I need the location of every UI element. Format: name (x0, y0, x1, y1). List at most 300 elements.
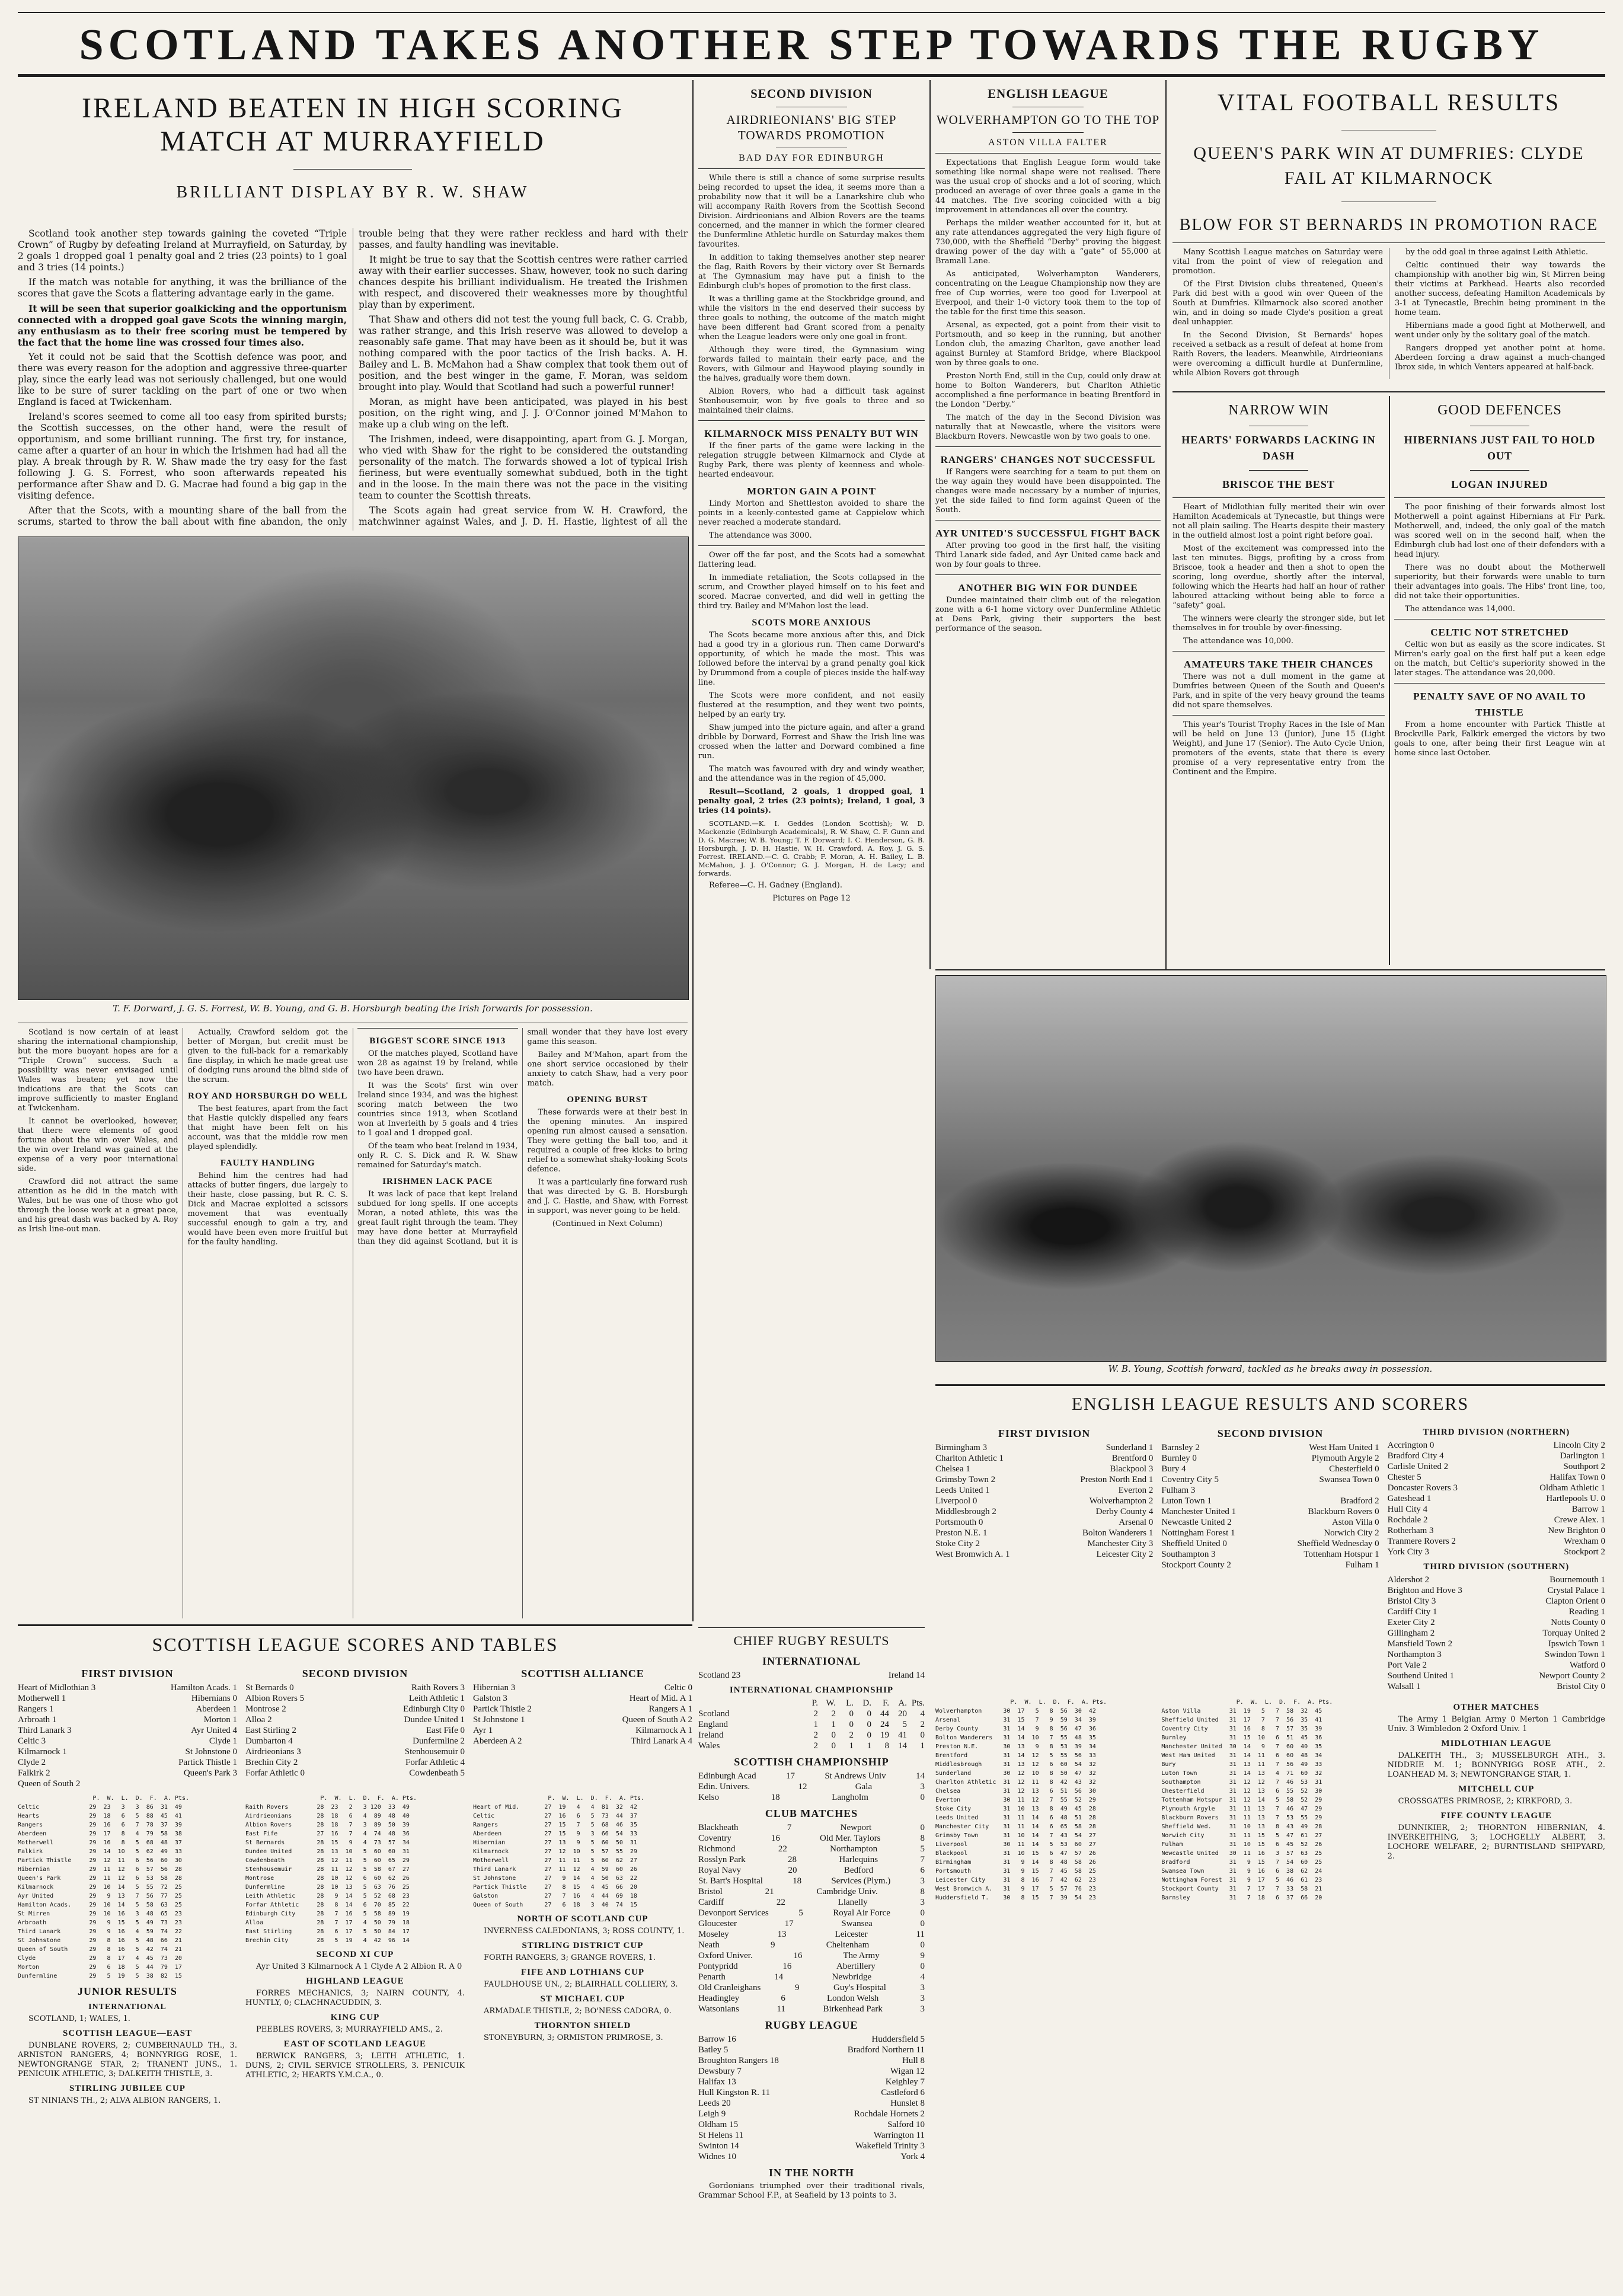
result-row (935, 1517, 1153, 1528)
away-side: Dundee United 1 (404, 1715, 465, 1725)
result-row (1388, 1547, 1605, 1557)
home-side: Dewsbury 7 (698, 2067, 742, 2076)
cont-para: Ower off the far post, and the Scots had a somewhat flattering lead. (698, 551, 925, 569)
dundee-text: Dundee maintained their climb out of the relegation zone with a 6-1 home victory over Dunfermline Athletic at Dens Park, giving their supporters the best performance of the season. (935, 596, 1161, 633)
other-matches-text: The Army 1 Belgian Army 0 Merton 1 Cambridge Univ. 3 Wimbledon 2 Oxford Univ. 1 (1387, 1715, 1605, 1733)
championship-value: 41 (898, 1730, 907, 1740)
celtic-text: Celtic won but as easily as the score indicates. St Mirren's early goal on the first half put a keen edge on the match, but Celtic's superiority showed in the later stages. The attendance was 20,000. (1394, 640, 1605, 678)
home-side: Exeter City 2 (1387, 1618, 1435, 1627)
first-div-results (18, 1682, 237, 1789)
result-rs: 0 (920, 1940, 925, 1950)
home-side: Southampton 3 (1161, 1550, 1216, 1559)
table-row: Middlesbrough 31 13 12 6 60 54 32 (935, 1761, 1096, 1768)
second-div-results (245, 1682, 465, 1778)
result-row (473, 1693, 692, 1704)
english-para: As anticipated, Wolverhampton Wanderers, concentrating on the League Championship now they are free of Cup worries, were too good for Liverpool at Everpool, and their 1-0 victory took them to the top of the table for the first time this season. (935, 270, 1161, 317)
away-side: Bradford 2 (1340, 1496, 1379, 1506)
home-side: Heart of Midlothian 3 (18, 1683, 96, 1693)
team-name: Ireland (698, 1730, 724, 1740)
result-right: Harlequins (839, 1855, 878, 1864)
championship-col: Pts. (911, 1698, 925, 1708)
result-rs: 0 (920, 1908, 925, 1918)
midlothian-head: MIDLOTHIAN LEAGUE (1441, 1739, 1552, 1748)
third-south-head: THIRD DIVISION (SOUTHERN) (1423, 1562, 1570, 1572)
result-rs: 3 (920, 2004, 925, 2014)
young-photo-caption: W. B. Young, Scottish forward, tackled as he breaks away in possession. (1108, 1363, 1433, 1374)
team-name: England (698, 1720, 728, 1729)
result-row (698, 2141, 925, 2151)
rugby-photo-caption: T. F. Dorward, J. G. S. Forrest, W. B. Young, and G. B. Horsburgh beating the Irish forwards for possession. (113, 1003, 593, 1014)
result-row (935, 1474, 1153, 1485)
morton-text: Lindy Morton and Shettleston avoided to share the points in a keenly-contested game at Cappielow which never reached a moderate standard. (698, 499, 925, 527)
table-row: Falkirk 29 14 10 5 62 49 33 (18, 1848, 182, 1855)
championship-header-row (698, 1698, 925, 1709)
result-row (698, 1781, 925, 1792)
junior-sub: INTERNATIONAL (88, 2003, 167, 2011)
result-left: Moseley (698, 1930, 729, 1939)
lead-para: If the match was notable for anything, it was the brilliance of the scores that gave the Scots a flattering advantage early in the game. (18, 277, 347, 299)
result-row (245, 1746, 465, 1757)
result-right: Newbridge (832, 1972, 872, 1982)
lead-para: That Shaw and others did not test the young full back, C. G. Crabb, was rather strange, and this Irish reserve was allowed to develop a reasonably safe game. That may have been as it should be, but it was nothing compared with the poor tactics of the Irish backs. A. H. Bailey and L. B. McMahon had a Shaw complex that took them out of position, and the best winger in the game, F. Moran, was seldom brought into play. Would that Scotland had such a powerful runner! (359, 314, 688, 392)
result-row (18, 1736, 237, 1746)
away-side: Reading 1 (1568, 1607, 1605, 1617)
home-side: Portsmouth 0 (935, 1518, 983, 1527)
away-side: Warrington 11 (873, 2131, 925, 2140)
table-row: Aberdeen 29 17 8 4 79 58 38 (18, 1831, 182, 1837)
north-cup-head: NORTH OF SCOTLAND CUP (517, 1914, 648, 1924)
second-para: While there is still a chance of some surprise results being recorded to upset the idea, it seems more than a probability now that it will be a Lanarkshire club who will accompany Raith Rovers from the Scottish Second Division. Airdrieonians and Albion Rovers are the teams concerned, and the manner in which the former cleared the Dunfermline Athletic hurdle on Saturday makes them favourites. (698, 174, 925, 249)
result-row (935, 1453, 1153, 1464)
table-row: Hamilton Acads. 29 10 14 5 58 63 25 (18, 1902, 182, 1908)
table-row: Blackpool 31 10 15 6 47 57 26 (935, 1850, 1096, 1857)
result-row (935, 1442, 1153, 1453)
away-side: Hunslet 8 (890, 2099, 925, 2108)
championship-table (698, 1698, 925, 1751)
thornton-head: THORNTON SHIELD (534, 2021, 631, 2030)
table-row: West Bromwich A. 31 9 17 5 57 76 23 (935, 1886, 1096, 1892)
team-name: Wales (698, 1741, 720, 1751)
away-side: Wakefield Trinity 3 (855, 2141, 925, 2151)
lead-para: It was lack of pace that kept Ireland subdued for long spells. If one accepts Moran, a noted athlete, this was the great fault right through the team. They may have done better at Murrayfield than they did against Scotland, but it is small wonder that they have lost every game this season. (357, 1028, 688, 1246)
irish-lack-pace-subhead: IRISHMEN LACK PACE (382, 1177, 493, 1186)
result-rs: 3 (920, 1782, 925, 1792)
lead-headline: IRELAND BEATEN IN HIGH SCORING MATCH AT MURRAYFIELD (82, 92, 624, 157)
result-row (18, 1693, 237, 1704)
championship-value: 0 (849, 1709, 854, 1719)
table-row: Motherwell 29 16 8 5 68 48 37 (18, 1840, 182, 1846)
table-row: Sunderland 30 12 10 8 50 47 32 (935, 1770, 1096, 1777)
team-name: Scotland (698, 1709, 730, 1719)
championship-col: P. (812, 1698, 818, 1708)
home-side: Third Lanark 3 (18, 1726, 72, 1735)
away-side: Crewe Alex. 1 (1554, 1515, 1605, 1525)
table-row: Preston N.E. 30 13 9 8 53 39 34 (935, 1743, 1096, 1750)
lead-para: Crawford did not attract the same attention as he did in the match with Wales, but he was one of those who got through the loose work at a great pace, and his great dash was backed by A. Roy as Irish line-out man. (18, 1177, 178, 1234)
championship-value: 1 (813, 1720, 818, 1729)
logan-head: LOGAN INJURED (1451, 478, 1548, 490)
table-row: Charlton Athletic 31 12 11 8 42 43 32 (935, 1779, 1096, 1786)
lead-subhead: BRILLIANT DISPLAY BY R. W. SHAW (176, 183, 529, 202)
table-row: Chesterfield 31 12 13 6 55 52 30 (1161, 1788, 1322, 1794)
home-side: Aberdeen A 2 (473, 1736, 522, 1746)
table-row: Hibernian 27 13 9 5 60 50 31 (473, 1840, 637, 1846)
table-row: Bradford 31 9 15 7 54 60 25 (1161, 1859, 1322, 1866)
result-row (698, 1792, 925, 1803)
referee-note: Referee—C. H. Gadney (England). (709, 881, 842, 890)
home-side: East Stirling 2 (245, 1726, 296, 1735)
vital-para: Of the First Division clubs threatened, Queen's Park did best with a good win over Queen of the South at Dumfries. Kilmarnock also scored another win, and in doing so made Clyde's position a great deal unhappier. (1172, 280, 1383, 327)
eng-first-results (935, 1442, 1153, 1560)
away-side: Clapton Orient 0 (1545, 1596, 1605, 1606)
away-side: Newport County 2 (1539, 1671, 1605, 1681)
result-row (1388, 1493, 1605, 1504)
eng-first-table-cols: P. W. L. D. F. A. Pts. (935, 1699, 1107, 1706)
result-row (1388, 1681, 1605, 1692)
kilmarnock-text: If the finer parts of the game were lacking in the relegation struggle between Kilmarnock and Clyde at Rugby Park, there was plenty of keenness and whole-hearted endeavour. (698, 442, 925, 479)
vital-para: by the odd goal in three against Leith Athletic. (1405, 248, 1589, 257)
table-row: Bolton Wanderers 31 14 10 7 55 48 35 (935, 1735, 1096, 1741)
result-row (245, 1693, 465, 1704)
table-row: Manchester United 30 14 9 7 60 40 35 (1161, 1743, 1322, 1750)
championship-col: W. (826, 1698, 836, 1708)
championship-value: 5 (902, 1720, 907, 1729)
home-side: Batley 5 (698, 2045, 729, 2055)
away-side: Blackburn Rovers 0 (1308, 1507, 1379, 1516)
away-side: Hibernians 0 (191, 1694, 237, 1703)
away-side: Leicester City 2 (1096, 1550, 1154, 1559)
result-ls: 7 (787, 1823, 792, 1832)
scottish-champ-head: SCOTTISH CHAMPIONSHIP (734, 1756, 889, 1768)
result-row (1388, 1585, 1605, 1596)
first-div-table (18, 1803, 237, 1981)
rangers-head: RANGERS' CHANGES NOT SUCCESSFUL (940, 454, 1156, 465)
away-side: Hartlepools U. 0 (1546, 1494, 1605, 1503)
table-row: Queen's Park 29 11 12 6 53 58 28 (18, 1875, 182, 1882)
away-side: Oldham Athletic 1 (1539, 1483, 1605, 1493)
hibs-para: The poor finishing of their forwards almost lost Motherwell a point against Hibernians at Fir Park. Motherwell, and, indeed, the only goal of the match was scored well on in the second half, when the Edinburgh club had lost one of their defenders with a head injury. (1394, 503, 1605, 559)
highland-head: HIGHLAND LEAGUE (306, 1976, 404, 1986)
table-row: Montrose 28 10 12 6 60 62 26 (245, 1875, 410, 1882)
result-row (1388, 1504, 1605, 1515)
championship-value: 1 (867, 1741, 871, 1751)
table-row: Derby County 31 14 9 8 56 47 36 (935, 1726, 1096, 1732)
result-row (1388, 1617, 1605, 1628)
east-sl-text: BERWICK RANGERS, 3; LEITH ATHLETIC, 1. DUNS, 2; CIVIL SERVICE STROLLERS, 3. PENICUIK ATHLETIC, 2; HEARTS Y.M.C.A., 0. (245, 2052, 465, 2080)
table-row: Chelsea 31 12 13 6 51 56 30 (935, 1788, 1096, 1794)
result-ls: 6 (781, 1994, 785, 2003)
result-left: Headingley (698, 1994, 740, 2003)
table-row: Partick Thistle 27 8 15 4 45 66 20 (473, 1884, 637, 1891)
eng-second-results (1161, 1442, 1379, 1570)
result-row (1388, 1461, 1605, 1472)
result-row (935, 1549, 1153, 1560)
away-side: Notts County 0 (1551, 1618, 1605, 1627)
table-row: Queen of South 27 6 18 3 40 74 15 (473, 1902, 637, 1908)
result-row (698, 1886, 925, 1897)
vital-para: Many Scottish League matches on Saturday were vital from the point of view of relegation and promotion. (1172, 248, 1383, 276)
result-row (1161, 1474, 1379, 1485)
celtic-head: CELTIC NOT STRETCHED (1430, 627, 1569, 638)
home-side: Rotherham 3 (1387, 1526, 1434, 1535)
away-side: Darlington 1 (1560, 1451, 1605, 1461)
table-row: Stoke City 31 10 13 8 49 45 28 (935, 1806, 1096, 1812)
table-row: Albion Rovers 28 18 7 3 89 50 39 (245, 1822, 410, 1828)
eng-first-table (935, 1707, 1153, 1902)
lead-story-body (18, 228, 688, 531)
english-para: The match of the day in the Second Division was naturally that at Newcastle, where the visitors were Blackburn Rovers. Newcastle won by two goals to one. (935, 413, 1161, 441)
result-right: Royal Air Force (833, 1908, 890, 1918)
away-side: Fulham 1 (1345, 1560, 1379, 1570)
table-row: Hearts 29 18 6 5 88 45 41 (18, 1813, 182, 1819)
home-side: Rangers 1 (18, 1704, 54, 1714)
result-row (698, 2066, 925, 2077)
english-tables (935, 1384, 1605, 2282)
result-row (1388, 1440, 1605, 1451)
away-side: Salford 10 (887, 2120, 925, 2129)
alliance-table (473, 1803, 692, 1909)
table-row: Dunfermline 28 10 13 5 63 76 25 (245, 1884, 410, 1891)
result-row (698, 1854, 925, 1865)
home-side: Barnsley 2 (1161, 1443, 1200, 1452)
home-side: Doncaster Rovers 3 (1387, 1483, 1458, 1493)
result-right: The Army (843, 1951, 880, 1960)
table-row: Queen of South 29 8 16 5 42 74 21 (18, 1946, 182, 1953)
home-side: Northampton 3 (1387, 1650, 1442, 1659)
result-left: Gloucester (698, 1919, 737, 1928)
away-side: Blackpool 3 (1110, 1464, 1154, 1474)
championship-row (698, 1719, 925, 1730)
thornton-text: STONEYBURN, 3; ORMISTON PRIMROSE, 3. (484, 2033, 663, 2042)
continued-note: (Continued in Next Column) (552, 1219, 663, 1228)
result-ls: 22 (776, 1898, 785, 1907)
home-side: West Bromwich A. 1 (935, 1550, 1010, 1559)
table-row: East Fife 27 16 7 4 74 48 36 (245, 1831, 410, 1837)
result-row (245, 1736, 465, 1746)
table-row: Dundee United 28 13 10 5 60 60 31 (245, 1848, 410, 1855)
championship-value: 4 (920, 1709, 925, 1719)
alliance-table-cols: P. W. L. D. F. A. Pts. (473, 1795, 644, 1802)
table-row: Brechin City 28 5 19 4 42 96 14 (245, 1937, 410, 1944)
home-side: Birmingham 3 (935, 1443, 988, 1452)
english-tables-title: ENGLISH LEAGUE RESULTS AND SCORERS (1071, 1394, 1469, 1414)
fife-lothians-head: FIFE AND LOTHIANS CUP (520, 1968, 645, 1977)
result-left: Rosslyn Park (698, 1855, 746, 1864)
masthead-strip (18, 0, 1605, 13)
championship-value: 0 (920, 1730, 925, 1740)
vital-para: In the Second Division, St Bernards' hopes received a setback as a result of defeat at home from Raith Rovers, the leaders. Meanwhile, Airdrieonians were overcoming a difficult hurdle at Dunfermline, while Albion Rovers got through (1172, 331, 1383, 378)
away-side: Southport 2 (1563, 1462, 1605, 1471)
away-side: Torquay United 2 (1542, 1628, 1605, 1638)
championship-value: 8 (884, 1741, 889, 1751)
table-row: Manchester City 31 11 14 6 65 58 28 (935, 1824, 1096, 1830)
home-side: Barrow 16 (698, 2035, 736, 2044)
away-side: Partick Thistle 1 (178, 1758, 237, 1767)
result-left: Devonport Services (698, 1908, 769, 1918)
table-row: Fulham 31 10 15 6 45 52 26 (1161, 1841, 1322, 1848)
away-side: Keighley 7 (885, 2077, 925, 2087)
result-rs: 4 (920, 1972, 925, 1982)
ayr-text: After proving too good in the first half, the visiting Third Lanark side faded, and Ayr United came back and won by four goals to three. (935, 541, 1161, 569)
result-right: Cambridge Univ. (816, 1887, 878, 1896)
result-row (698, 1993, 925, 2004)
result-right: Northampton (830, 1844, 878, 1854)
table-row: Birmingham 31 9 14 8 48 58 26 (935, 1859, 1096, 1866)
championship-row (698, 1730, 925, 1741)
result-row (698, 1908, 925, 1918)
home-side: Broughton Rangers 18 (698, 2056, 779, 2065)
table-row: Leicester City 31 8 16 7 42 62 23 (935, 1877, 1096, 1883)
championship-col: F. (883, 1698, 889, 1708)
amateurs-head: AMATEURS TAKE THEIR CHANCES (1184, 659, 1373, 670)
table-row: Blackburn Rovers 31 11 13 7 53 55 29 (1161, 1815, 1322, 1821)
away-side: Ayr United 4 (191, 1726, 237, 1735)
result-rs: 7 (920, 1855, 925, 1864)
home-side: St Helens 11 (698, 2131, 744, 2140)
result-right: Leicester (835, 1930, 868, 1939)
second-div-head: SECOND DIVISION (302, 1668, 408, 1679)
result-row (1388, 1472, 1605, 1483)
result-row (1388, 1649, 1605, 1660)
championship-value: 0 (867, 1720, 871, 1729)
table-row: Leeds United 31 11 14 6 48 51 28 (935, 1815, 1096, 1821)
attendance-note: The attendance was 3000. (709, 531, 812, 540)
home-side: Clyde 2 (18, 1758, 46, 1767)
club-results (698, 1822, 925, 2014)
table-row: Raith Rovers 28 23 2 3 120 33 49 (245, 1804, 410, 1810)
match-result: Result—Scotland, 2 goals, 1 dropped goal, 1 penalty goal, 2 tries (23 points); Ireland, 1 goal, 3 tries (14 points). (698, 787, 925, 815)
home-side: Stoke City 2 (935, 1539, 980, 1548)
lead-para: Yet it could not be said that the Scottish defence was poor, and there was every reason for the adoption and aggressive three-quarter play, since the early lead was not seriously challenged, but one would like to be sure of surer tackling on the part of one or two when England is faced at Twickenham. (18, 352, 347, 407)
result-row (18, 1714, 237, 1725)
result-row (698, 1950, 925, 1961)
result-row (245, 1725, 465, 1736)
first-table-cols: P. W. L. D. F. A. Pts. (18, 1795, 189, 1802)
result-left: Oxford Univer. (698, 1951, 753, 1960)
result-right: Guy's Hospital (833, 1983, 886, 1992)
away-side: Swindon Town 1 (1544, 1650, 1605, 1659)
home-side: Oldham 15 (698, 2120, 739, 2129)
away-side: Halifax Town 0 (1549, 1473, 1605, 1482)
table-row: Edinburgh City 28 7 16 5 58 89 19 (245, 1911, 410, 1917)
fife-lothians-text: FAULDHOUSE UN., 2; BLAIRHALL COLLIERY, 3. (484, 1980, 678, 1989)
home-side: Alloa 2 (245, 1715, 272, 1725)
airdrie-headline: AIRDRIEONIANS' BIG STEP TOWARDS PROMOTION (726, 113, 897, 142)
result-rs: 0 (920, 1823, 925, 1832)
table-row: Morton 29 6 18 5 44 79 17 (18, 1964, 182, 1971)
third-north-results (1388, 1440, 1605, 1557)
result-row (1388, 1451, 1605, 1461)
home-side: St Bernards 0 (245, 1683, 294, 1693)
result-row (698, 1918, 925, 1929)
english-para: Arsenal, as expected, got a point from their visit to Portsmouth, and so keep in the running, but another London club, the amazing Charlton, gave another lead against Burnley at Stamford Bridge, where Blackpool won by three goals to one. (935, 321, 1161, 368)
result-row (1388, 1671, 1605, 1681)
other-matches-head: OTHER MATCHES (1453, 1703, 1540, 1712)
home-side: St Johnstone 1 (473, 1715, 525, 1725)
scottish-tables-title: SCOTTISH LEAGUE SCORES AND TABLES (152, 1634, 558, 1655)
away-side: Brentford 0 (1111, 1454, 1154, 1463)
in-the-north-head: IN THE NORTH (768, 2167, 855, 2179)
result-right: Old Mer. Taylors (819, 1834, 881, 1843)
second-division-kicker: SECOND DIVISION (750, 87, 873, 101)
hibs-para: The attendance was 14,000. (1405, 605, 1515, 614)
hearts-para: Most of the excitement was compressed into the last ten minutes. Biggs, profiting by a cross from Briscoe, took a header and then a shot to open the scoring, long overdue, shortly after the interval, following which the Hearts had half an hour of rather laboured attacking without being able to force a “safety” goal. (1172, 544, 1385, 610)
table-row: St Johnstone 29 8 16 5 48 66 21 (18, 1937, 182, 1944)
team-lineups: SCOTLAND.—K. I. Geddes (London Scottish); W. D. Mackenzie (Edinburgh Academicals), R. W. Shaw, C. F. Gunn and D. G. Macrae; W. B. Young; T. F. Dorward; I. C. Henderson, G. B. Horsburgh, J. D. H. Hastie, W. H. Crawford, A. Roy, J. G. S. Forrest. IRELAND.—C. G. Crabb; F. Moran, A. H. Bailey, L. B. McMahon, J. J. O'Connor; G. J. Morgan, H. de Lacy; and forwards. (698, 819, 925, 877)
result-left: Pontypridd (698, 1962, 738, 1971)
table-row: Coventry City 31 16 8 7 57 35 39 (1161, 1726, 1322, 1732)
table-row: Huddersfield T. 30 8 15 7 39 54 23 (935, 1895, 1096, 1901)
table-row: Arsenal 31 15 7 9 59 34 39 (935, 1717, 1096, 1723)
result-row (1161, 1464, 1379, 1474)
away-side: Bournemouth 1 (1549, 1575, 1605, 1585)
home-side: Forfar Athletic 0 (245, 1768, 305, 1778)
championship-value: 1 (849, 1741, 854, 1751)
hibs-column (1394, 396, 1605, 965)
penalty-text: From a home encounter with Partick Thistle at Brockville Park, Falkirk emerged the victors by two goals to one, after being their first League win at home since last October. (1394, 720, 1605, 758)
result-ls: 17 (785, 1771, 795, 1781)
third-south-results (1388, 1575, 1605, 1692)
result-row (1161, 1506, 1379, 1517)
result-rs: 14 (916, 1771, 925, 1781)
away-side: Third Lanark A 4 (631, 1736, 692, 1746)
result-row (935, 1485, 1153, 1496)
table-row: Kilmarnock 29 10 14 5 55 72 25 (18, 1884, 182, 1891)
table-row: Clyde 29 8 17 4 45 73 20 (18, 1955, 182, 1962)
result-row (698, 2034, 925, 2045)
result-right: London Welsh (827, 1994, 879, 2003)
east-sl-head: EAST OF SCOTLAND LEAGUE (283, 2039, 427, 2049)
result-row (698, 1865, 925, 1876)
result-ls: 5 (798, 1908, 803, 1918)
result-left: Coventry (698, 1834, 731, 1843)
result-row (1388, 1596, 1605, 1607)
result-row (1161, 1560, 1379, 1570)
home-side: Preston N.E. 1 (935, 1528, 988, 1538)
lead-para: Of the team who beat Ireland in 1934, only R. C. S. Dick and R. W. Shaw remained for Saturday's match. (357, 1142, 518, 1170)
home-side: Chelsea 1 (935, 1464, 970, 1474)
result-row (698, 1929, 925, 1940)
result-right: St Andrews Univ (825, 1771, 886, 1781)
second-para: Albion Rovers, who had a difficult task against Stenhousemuir, won by five goals to three and so maintained their claims. (698, 387, 925, 415)
home-side: Carlisle United 2 (1387, 1462, 1449, 1471)
english-league-column (935, 80, 1161, 969)
result-rs: 0 (920, 1962, 925, 1971)
stirling-jubilee-head: STIRLING JUBILEE CUP (69, 2084, 186, 2093)
in-the-north-text: Gordonians triumphed over their traditional rivals, Grammar School F.P., at Seafield by 13 points to 3. (698, 2182, 925, 2200)
lead-para: Ireland's scores seemed to come all too easy from spirited bursts; the Scottish successes, on the other hand, were the result of opportunism, and some brilliant running. The first try, for instance, came after a quarter of an hour in which the Irishmen had had all the play. A break through by R. W. Shaw made the try easy for the fast following J. G. S. Forrest, who soon afterwards repeated his performance after Shaw and D. G. Macrae had found a big gap in the visiting defence. (18, 411, 347, 501)
result-left: Edin. Univers. (698, 1782, 750, 1792)
table-row: Plymouth Argyle 31 11 13 7 46 47 29 (1161, 1806, 1322, 1812)
home-side: Rochdale 2 (1387, 1515, 1428, 1525)
result-row (18, 1768, 237, 1778)
result-row (1388, 1628, 1605, 1639)
lead-para: These forwards were at their best in the opening minutes. An inspired opening run almost caused a sensation. They were getting the ball too, and it required a couple of free kicks to bring relief to a somewhat shaky-looking Scots defence. (527, 1108, 688, 1174)
result-rs: 3 (920, 1983, 925, 1992)
scots-para: The match was favoured with dry and windy weather, and the attendance was in the region of 45,000. (698, 765, 925, 783)
result-right: Abertillery (836, 1962, 876, 1971)
wolves-headline: WOLVERHAMPTON GO TO THE TOP (936, 113, 1160, 127)
result-left: Penarth (698, 1972, 726, 1982)
table-row: Grimsby Town 31 10 14 7 43 54 27 (935, 1832, 1096, 1839)
result-row (1161, 1528, 1379, 1538)
table-row: Rangers 29 16 6 7 78 37 39 (18, 1822, 182, 1828)
home-side: Nottingham Forest 1 (1161, 1528, 1235, 1538)
result-row (698, 2077, 925, 2087)
home-side: Bradford City 4 (1387, 1451, 1444, 1461)
hibs-head: HIBERNIANS JUST FAIL TO HOLD OUT (1404, 434, 1596, 462)
lead-para: Of the matches played, Scotland have won 28 as against 19 by Ireland, while two have been drawn. (357, 1049, 518, 1077)
